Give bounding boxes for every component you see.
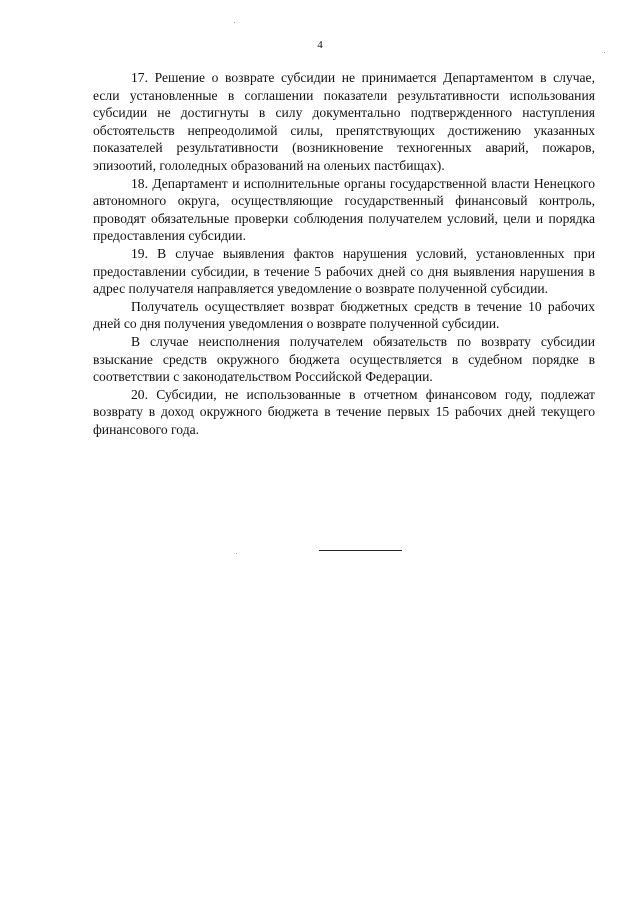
page-number: 4 xyxy=(317,39,323,51)
paragraph-judicial-recovery: В случае неисполнения получателем обязательств по возврату субсидии взыскание средств окружного бюджета осуществляется в судебном порядке в соответствии с законодательством Российской Федерации. xyxy=(93,333,595,385)
paragraph-18: 18. Департамент и исполнительные органы государственной власти Ненецкого автономного округа, осуществляющие государственный финансовый контроль, проводят обязательные проверки соблюдения получателем условий, цели и порядка предоставления субсидии. xyxy=(93,175,595,244)
scan-speck xyxy=(236,553,237,554)
paragraph-19: 19. В случае выявления фактов нарушения условий, установленных при предоставлении субсидии, в течение 5 рабочих дней со дня выявления нарушения в адрес получателя направляется уведомление о возврате полученной субсидии. xyxy=(93,245,595,297)
scan-speck xyxy=(604,52,605,53)
end-of-text-rule xyxy=(319,550,402,551)
scan-speck xyxy=(234,22,235,23)
paragraph-20: 20. Субсидии, не использованные в отчетном финансовом году, подлежат возврату в доход окружного бюджета в течение первых 15 рабочих дней текущего финансового года. xyxy=(93,386,595,437)
document-body xyxy=(93,69,595,438)
paragraph-17: 17. Решение о возврате субсидии не принимается Департаментом в случае, если установленные в соглашении показатели результативности использования субсидии не достигнуты в силу документально подтвержденного наступления обстоятельств непреодолимой силы, препятствующих достижению указанных показателей результативности (возникновение техногенных аварий, пожаров, эпизоотий, гололедных образований на оленьих пастбищах). xyxy=(93,70,595,173)
paragraph-refund-deadline: Получатель осуществляет возврат бюджетных средств в течение 10 рабочих дней со дня получения уведомления о возврате полученной субсидии. xyxy=(93,298,595,332)
